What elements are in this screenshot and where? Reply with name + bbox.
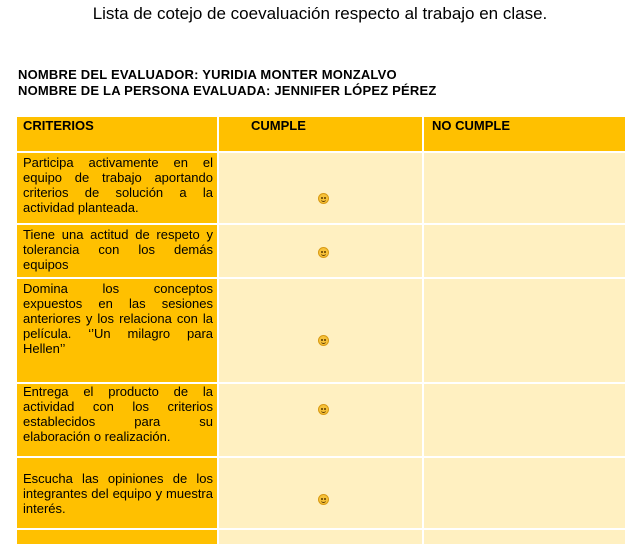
header-cumple: CUMPLE — [219, 117, 422, 151]
smiley-icon — [318, 494, 329, 505]
cumple-cell-5 — [219, 458, 422, 528]
smiley-icon — [318, 335, 329, 346]
smiley-icon — [318, 193, 329, 204]
evaluator-name: NOMBRE DEL EVALUADOR: YURIDIA MONTER MONZALVO — [18, 67, 397, 82]
criterio-3: Domina los conceptos expuestos en las sesiones anteriores y los relaciona con la película. ‘’Un milagro para Hellen’’ — [17, 279, 217, 382]
smiley-icon — [318, 247, 329, 258]
evaluated-name: NOMBRE DE LA PERSONA EVALUADA: JENNIFER LÓPEZ PÉREZ — [18, 83, 437, 98]
no-cumple-cell-5 — [424, 458, 625, 528]
criterio-6-partial — [17, 530, 217, 544]
no-cumple-cell-6-partial — [424, 530, 625, 544]
no-cumple-cell-2 — [424, 225, 625, 277]
document-title: Lista de cotejo de coevaluación respecto al trabajo en clase. — [92, 4, 548, 23]
criterio-1: Participa activamente en el equipo de trabajo aportando criterios de solución a la actividad planteada. — [17, 153, 217, 223]
checklist-table — [17, 117, 625, 544]
criterio-2: Tiene una actitud de respeto y tolerancia con los demás equipos — [17, 225, 217, 277]
no-cumple-cell-3 — [424, 279, 625, 382]
cumple-cell-3 — [219, 279, 422, 382]
cumple-cell-4 — [219, 384, 422, 456]
header-criterios: CRITERIOS — [17, 117, 217, 151]
cumple-cell-2 — [219, 225, 422, 277]
no-cumple-cell-1 — [424, 153, 625, 223]
cumple-cell-6-partial — [219, 530, 422, 544]
no-cumple-cell-4 — [424, 384, 625, 456]
header-no-cumple: NO CUMPLE — [424, 117, 625, 151]
criterio-5: Escucha las opiniones de los integrantes del equipo y muestra interés. — [17, 458, 217, 528]
smiley-icon — [318, 404, 329, 415]
cumple-cell-1 — [219, 153, 422, 223]
criterio-4: Entrega el producto de la actividad con los criterios establecidos para su elaboración o realización. — [17, 384, 217, 456]
